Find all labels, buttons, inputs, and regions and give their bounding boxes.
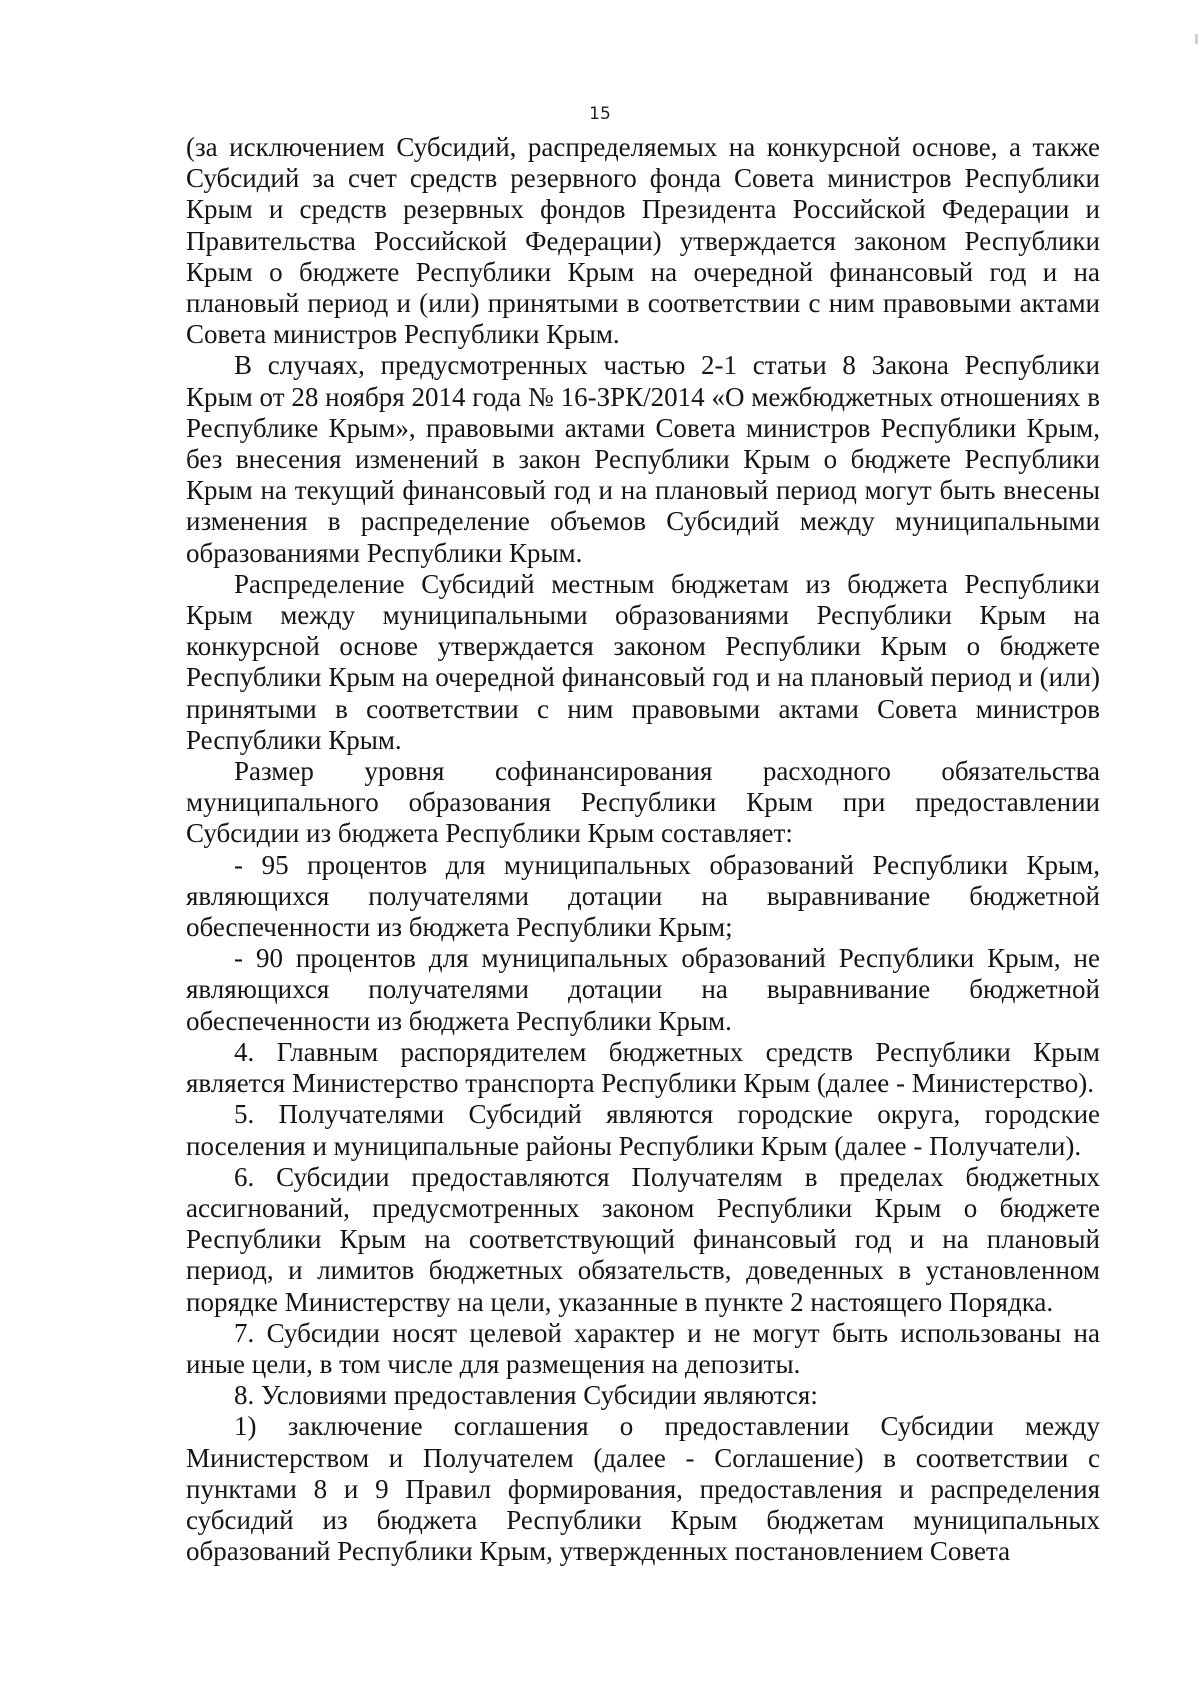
paragraph-continuation: (за исключением Субсидий, распределяемых на конкурсной основе, а также Субсидий за счет средств резервного фонда Совета министров Республики Крым и средств резервных фондов Президента Российской Федерации и Правительства Российской Федерации) утверждается законом Республики Крым о бюджете Республики Крым на очередной финансовый год и на плановый период и (или) принятыми в соответствии с ним правовыми актами Совета министров Республики Крым.: [186, 132, 1100, 350]
clause-4: 4. Главным распорядителем бюджетных средств Республики Крым является Министерство транспорта Республики Крым (далее - Министерство).: [186, 1036, 1100, 1099]
page-number: 15: [589, 104, 611, 124]
clause-8: 8. Условиями предоставления Субсидии являются:: [234, 1380, 818, 1411]
clause-7: 7. Субсидии носят целевой характер и не могут быть использованы на иные цели, в том числе для размещения на депозиты.: [186, 1317, 1100, 1379]
clause-5: 5. Получателями Субсидий являются городские округа, городские поселения и муниципальные районы Республики Крым (далее - Получатели).: [186, 1099, 1100, 1161]
paragraph-competitive-distribution: Распределение Субсидий местным бюджетам из бюджета Республики Крым между муниципальными образованиями Республики Крым на конкурсной основе утверждается законом Республики Крым о бюджете Республики Крым на очередной финансовый год и на плановый период и (или) принятыми в соответствии с ним правовыми актами Совета министров Республики Крым.: [186, 568, 1100, 755]
list-item-90-percent: - 90 процентов для муниципальных образований Республики Крым, не являющихся получателями дотации на выравнивание бюджетной обеспеченности из бюджета Республики Крым.: [186, 943, 1100, 1036]
paragraph-cofinancing-level: Размер уровня софинансирования расходного обязательства муниципального образования Республики Крым при предоставлении Субсидии из бюджета Республики Крым составляет:: [186, 756, 1100, 849]
list-item-95-percent: - 95 процентов для муниципальных образований Республики Крым, являющихся получателями дотации на выравнивание бюджетной обеспеченности из бюджета Республики Крым;: [186, 849, 1100, 943]
clause-6: 6. Субсидии предоставляются Получателям в пределах бюджетных ассигнований, предусмотренных законом Республики Крым о бюджете Республики Крым на соответствующий финансовый год и на плановый период, и лимитов бюджетных обязательств, доведенных в установленном порядке Министерству на цели, указанные в пункте 2 настоящего Порядка.: [186, 1161, 1100, 1317]
clause-8-subitem-1: 1) заключение соглашения о предоставлении Субсидии между Министерством и Получателем (далее - Соглашение) в соответствии с пунктами 8 и 9 Правил формирования, предоставления и распределения субсидий из бюджета Республики Крым бюджетам муниципальных образований Республики Крым, утвержденных постановлением Совета: [186, 1411, 1100, 1567]
scan-edge-mark: [1195, 34, 1198, 44]
document-body: [186, 132, 1100, 1567]
paragraph-amendments: В случаях, предусмотренных частью 2-1 статьи 8 Закона Республики Крым от 28 ноября 2014 года № 16-ЗРК/2014 «О межбюджетных отношениях в Республике Крым», правовыми актами Совета министров Республики Крым, без внесения изменений в закон Республики Крым о бюджете Республики Крым на текущий финансовый год и на плановый период могут быть внесены изменения в распределение объемов Субсидий между муниципальными образованиями Республики Крым.: [186, 350, 1100, 568]
